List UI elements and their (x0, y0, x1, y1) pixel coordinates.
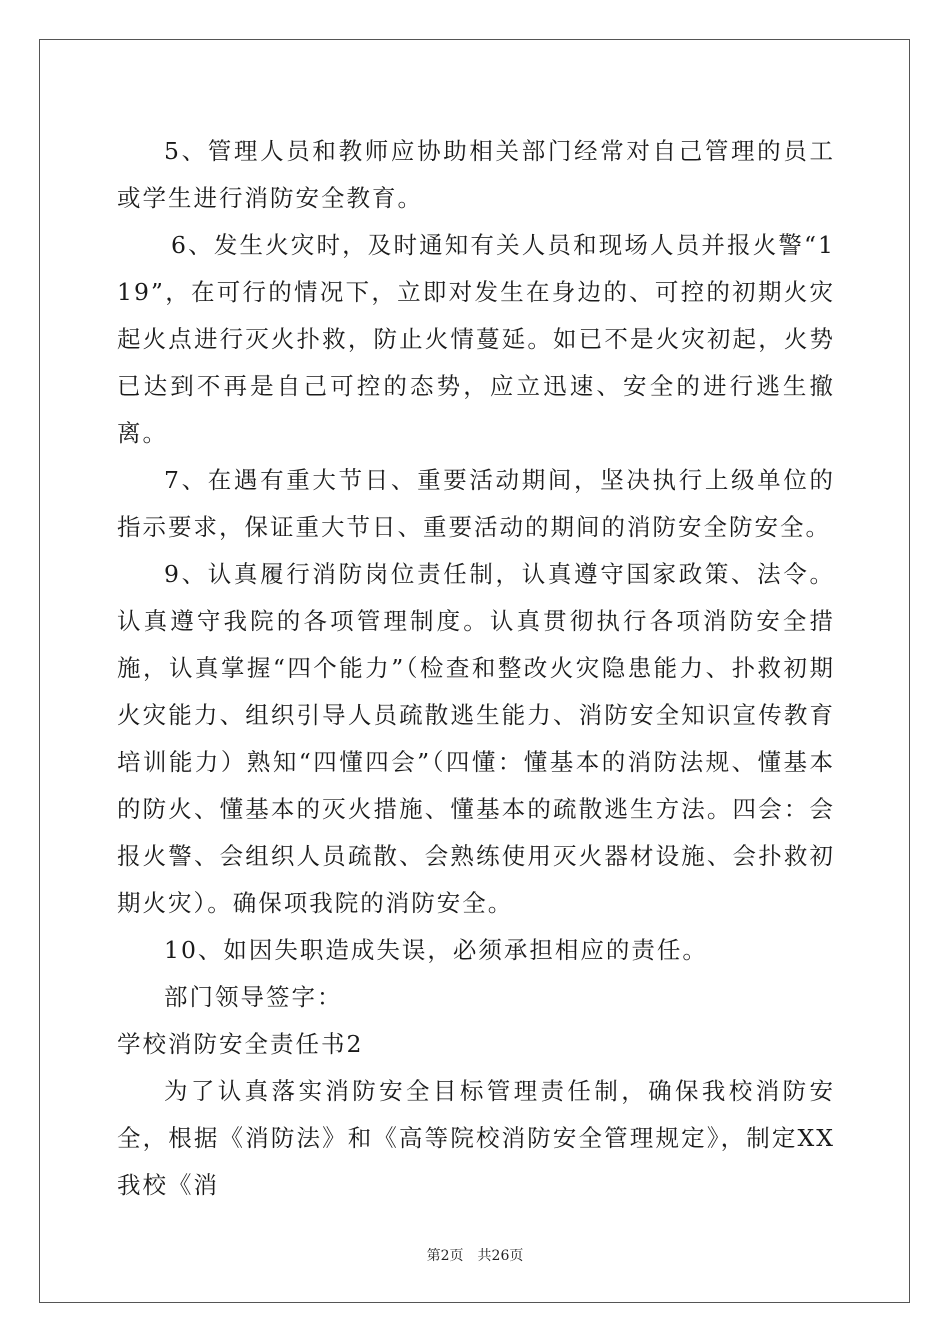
page-total: 共26页 (477, 1248, 524, 1264)
paragraph-item-9: 9、认真履行消防岗位责任制，认真遵守国家政策、法令。认真遵守我院的各项管理制度。认真贯彻执行各项消防安全措施，认真掌握“四个能力”（检查和整改火灾隐患能力、扑救初期火灾能力、组织引导人员疏散逃生能力、消防安全知识宣传教育培训能力）熟知“四懂四会”（四懂：懂基本的消防法规、懂基本的防火、懂基本的灭火措施、懂基本的疏散逃生方法。四会：会报火警、会组织人员疏散、会熟练使用灭火器材设施、会扑救初期火灾）。确保项我院的消防安全。 (117, 560, 835, 917)
page-number: 第2页 (426, 1248, 464, 1264)
paragraph-item-5: 5、管理人员和教师应协助相关部门经常对自己管理的员工或学生进行消防安全教育。 (117, 137, 835, 212)
signature-line: 部门领导签字： (164, 983, 343, 1011)
paragraph-intro: 为了认真落实消防安全目标管理责任制，确保我校消防安全，根据《消防法》和《高等院校消防安全管理规定》，制定XX我校《消 (117, 1077, 835, 1199)
paragraph-item-7: 7、在遇有重大节日、重要活动期间，坚决执行上级单位的指示要求，保证重大节日、重要活动的期间的消防安全防安全。 (117, 466, 835, 541)
document-body (117, 128, 835, 1209)
paragraph-item-10: 10、如因失职造成失误，必须承担相应的责任。 (164, 936, 708, 964)
page-footer (0, 1245, 950, 1265)
paragraph-item-6: 6、发生火灾时，及时通知有关人员和现场人员并报火警“119”，在可行的情况下，立即对发生在身边的、可控的初期火灾起火点进行灭火扑救，防止火情蔓延。如已不是火灾初起，火势已达到不再是自己可控的态势，应立迅速、安全的进行逃生撤离。 (117, 231, 835, 447)
section-heading: 学校消防安全责任书2 (117, 1030, 364, 1058)
